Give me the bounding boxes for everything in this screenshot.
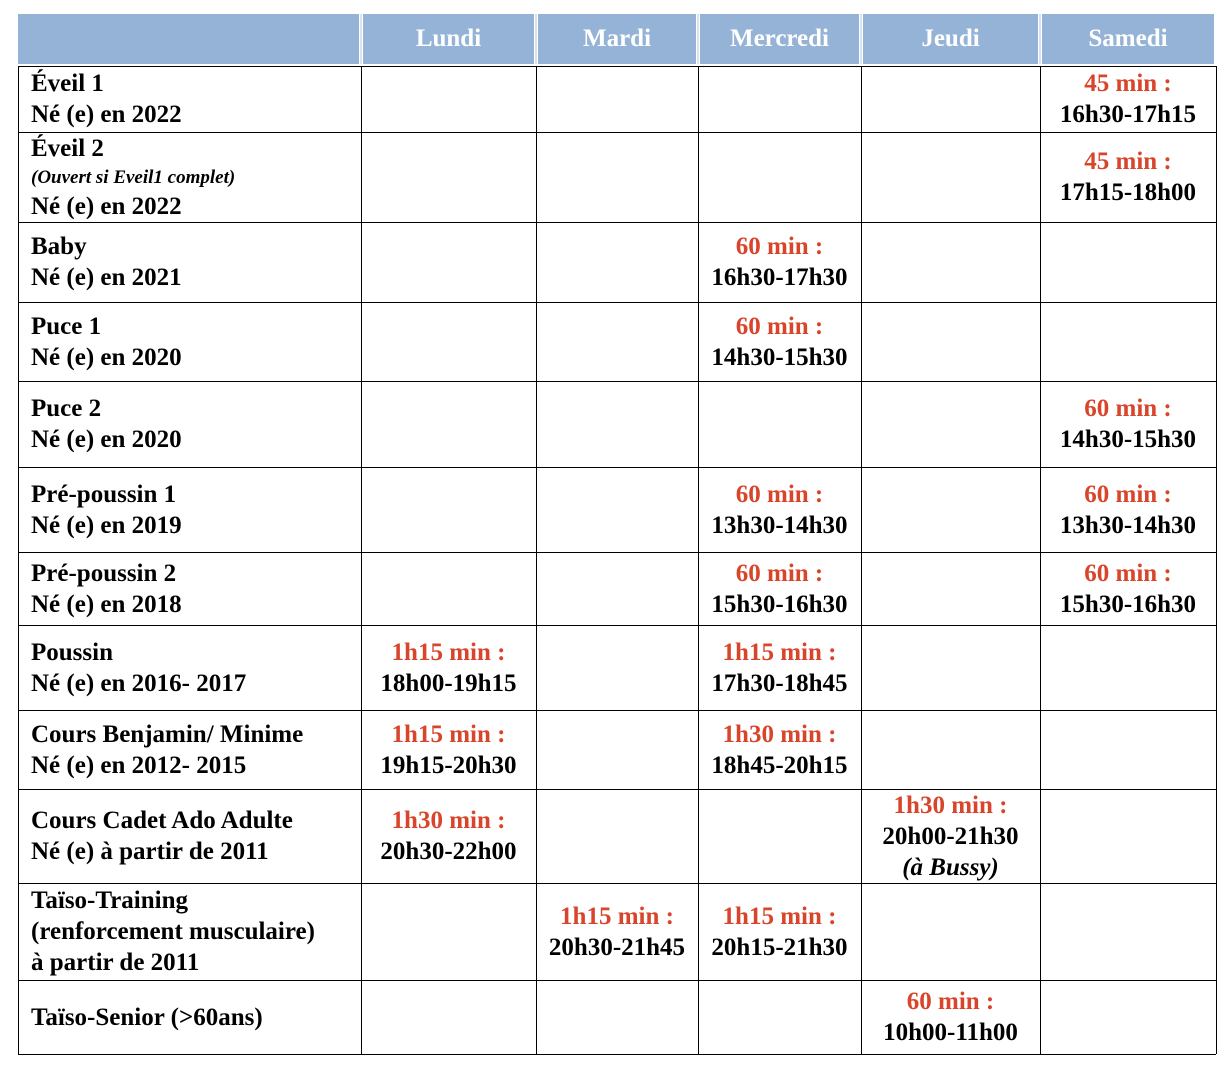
- day-header-jeudi: Jeudi: [863, 14, 1038, 64]
- row-label: [31, 467, 182, 552]
- row-label-line: Né (e) en 2019: [31, 511, 182, 539]
- slot-time: 20h00-21h30: [882, 822, 1019, 850]
- row-label-note: (Ouvert si Eveil1 complet): [31, 166, 236, 188]
- row-label: [31, 552, 182, 625]
- row-label-line: Né (e) en 2016- 2017: [31, 669, 247, 697]
- schedule-slot-mercredi: [698, 625, 861, 710]
- row-label-line: Puce 2: [31, 395, 102, 422]
- row-label-line: Cours Cadet Ado Adulte: [31, 807, 293, 834]
- row-label-line: Taïso-Training: [31, 887, 188, 914]
- slot-time: 14h30-15h30: [711, 343, 848, 371]
- slot-time: 16h30-17h30: [711, 264, 848, 291]
- schedule-slot-lundi: [361, 625, 536, 710]
- row-label: [31, 883, 315, 980]
- grid-line: [361, 66, 362, 1054]
- schedule-slot-samedi: [1040, 467, 1216, 552]
- slot-time: 15h30-16h30: [711, 590, 848, 618]
- header-separator: [360, 14, 362, 64]
- row-label-line: Né (e) à partir de 2011: [31, 838, 269, 865]
- row-label: [31, 980, 263, 1054]
- schedule-slot-samedi: [1040, 66, 1216, 132]
- schedule-slot-jeudi: [861, 789, 1040, 883]
- slot-time: 18h45-20h15: [711, 751, 848, 779]
- header-separator: [860, 14, 862, 64]
- row-label-line: Puce 1: [31, 312, 102, 340]
- row-label-line: Né (e) en 2020: [31, 343, 182, 371]
- header-separator: [535, 14, 537, 64]
- row-label-line: (renforcement musculaire): [31, 918, 315, 945]
- row-label-line: Baby: [31, 233, 87, 260]
- slot-duration: 1h30 min :: [391, 807, 506, 834]
- slot-duration: 60 min :: [735, 480, 824, 508]
- row-label-line: Cours Benjamin/ Minime: [31, 720, 304, 748]
- grid-line: [18, 66, 1216, 67]
- slot-time: 20h15-21h30: [711, 933, 848, 961]
- row-label: [31, 132, 235, 222]
- row-label-line: Né (e) en 2021: [31, 264, 182, 291]
- row-label-line: Pré-poussin 1: [31, 480, 177, 508]
- row-label-line: Né (e) en 2020: [31, 426, 182, 453]
- row-label-line: Né (e) en 2022: [31, 192, 182, 220]
- day-header-mardi: Mardi: [538, 14, 696, 64]
- slot-duration: 1h15 min :: [391, 720, 506, 748]
- row-label-line: Né (e) en 2018: [31, 590, 182, 618]
- row-label-line: Éveil 2: [31, 134, 104, 162]
- slot-duration: 1h15 min :: [722, 902, 837, 930]
- grid-line: [1216, 66, 1217, 1054]
- schedule-slot-mercredi: [698, 883, 861, 980]
- schedule-slot-lundi: [361, 710, 536, 789]
- slot-time: 17h30-18h45: [711, 669, 848, 697]
- slot-duration: 45 min :: [1084, 70, 1172, 97]
- slot-duration: 60 min :: [1084, 480, 1172, 508]
- slot-time: 15h30-16h30: [1059, 590, 1197, 618]
- slot-duration: 60 min :: [1084, 559, 1172, 587]
- header-separator: [697, 14, 699, 64]
- schedule-slot-mercredi: [698, 302, 861, 381]
- row-label: [31, 381, 182, 467]
- slot-duration: 1h15 min :: [722, 638, 837, 666]
- slot-time: 20h30-22h00: [380, 838, 517, 865]
- row-label: [31, 789, 293, 883]
- schedule-slot-mercredi: [698, 552, 861, 625]
- header-separator: [1039, 14, 1041, 64]
- grid-line: [18, 552, 1216, 553]
- slot-duration: 1h15 min :: [391, 638, 506, 666]
- slot-duration: 60 min :: [735, 233, 824, 260]
- row-label: [31, 222, 182, 302]
- grid-line: [18, 1054, 1216, 1055]
- row-label: [31, 710, 303, 789]
- schedule-slot-mardi: [536, 883, 698, 980]
- slot-time: 13h30-14h30: [1059, 511, 1197, 539]
- schedule-slot-mercredi: [698, 710, 861, 789]
- grid-line: [18, 222, 1216, 223]
- row-label-line: Pré-poussin 2: [31, 559, 177, 587]
- grid-line: [18, 302, 1216, 303]
- schedule-slot-samedi: [1040, 132, 1216, 222]
- grid-line: [861, 66, 862, 1054]
- grid-line: [18, 66, 19, 1054]
- row-label-line: Taïso-Senior (>60ans): [31, 1003, 263, 1031]
- slot-time: 20h30-21h45: [548, 933, 686, 961]
- slot-duration: 45 min :: [1084, 148, 1172, 175]
- schedule-slot-samedi: [1040, 381, 1216, 467]
- slot-duration: 1h30 min :: [893, 791, 1008, 819]
- row-label-line: Éveil 1: [31, 70, 104, 97]
- schedule-slot-mercredi: [698, 222, 861, 302]
- slot-duration: 60 min :: [1084, 395, 1172, 422]
- slot-time: 13h30-14h30: [711, 511, 848, 539]
- row-label-line: Né (e) en 2012- 2015: [31, 751, 247, 779]
- row-label-line: Poussin: [31, 638, 113, 666]
- day-header-samedi: Samedi: [1042, 14, 1214, 64]
- grid-line: [18, 381, 1216, 382]
- slot-location: (à Bussy): [902, 853, 999, 881]
- grid-line: [18, 467, 1216, 468]
- slot-time: 19h15-20h30: [380, 751, 517, 779]
- schedule-slot-samedi: [1040, 552, 1216, 625]
- schedule-slot-lundi: [361, 789, 536, 883]
- slot-duration: 60 min :: [906, 988, 995, 1015]
- schedule-slot-mercredi: [698, 467, 861, 552]
- header-label-cell: [18, 14, 359, 64]
- row-label-line: Né (e) en 2022: [31, 101, 182, 128]
- slot-time: 18h00-19h15: [380, 669, 517, 697]
- row-label-line: à partir de 2011: [31, 949, 200, 976]
- row-label: [31, 302, 182, 381]
- slot-duration: 60 min :: [735, 312, 824, 340]
- slot-time: 10h00-11h00: [883, 1019, 1018, 1046]
- slot-time: 17h15-18h00: [1059, 179, 1197, 206]
- row-label: [31, 625, 246, 710]
- day-header-mercredi: Mercredi: [700, 14, 859, 64]
- row-label: [31, 66, 182, 132]
- slot-duration: 1h15 min :: [560, 902, 674, 930]
- slot-time: 16h30-17h15: [1059, 101, 1197, 128]
- schedule-slot-jeudi: [861, 980, 1040, 1054]
- day-header-lundi: Lundi: [363, 14, 534, 64]
- slot-duration: 1h30 min :: [722, 720, 837, 748]
- slot-time: 14h30-15h30: [1059, 426, 1197, 453]
- slot-duration: 60 min :: [735, 559, 824, 587]
